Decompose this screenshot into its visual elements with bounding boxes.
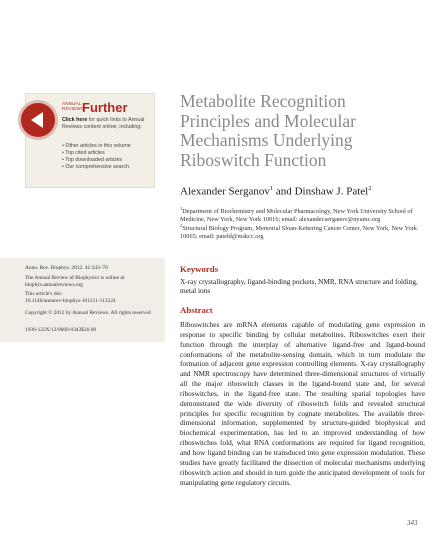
doi-label: This article's doi: (25, 291, 63, 297)
author-name: Dinshaw J. Patel (294, 185, 369, 198)
further-back-arrow-icon[interactable] (19, 101, 57, 139)
annual-reviews-label: ANNUAL REVIEWS (62, 101, 85, 111)
keywords-heading: Keywords (180, 264, 219, 274)
author-affiliation-mark: 2 (368, 185, 372, 192)
author-name: Alexander Serganov (180, 185, 270, 198)
journal-info-box (0, 258, 165, 342)
doi-link[interactable]: 10.1146/annurev-biophys-101211-113224 (25, 298, 116, 304)
further-description (62, 117, 148, 130)
author-conjunction: and (273, 185, 295, 198)
further-description-text: for quick links to Annual Reviews content online, including: (62, 117, 145, 130)
author-line (180, 185, 371, 198)
affiliation-text: Department of Biochemistry and Molecular Pharmacology, New York University School of Medicine, New York, New York 10016; email: alexander.serganov@nyumc.org (180, 208, 413, 224)
affiliation-text: Structural Biology Program, Memorial Sloan-Kettering Cancer Center, New York, New York 10065; email: pateld@mskcc.org (180, 225, 417, 241)
further-link-list (62, 143, 131, 171)
further-link-top-downloaded[interactable]: • Top downloaded articles (62, 157, 123, 163)
further-link-other-articles[interactable]: • Other articles in this volume (62, 143, 131, 149)
abstract-text: Riboswitches are mRNA elements capable of modulating gene expression in response to specific binding by cellular metabolites. Riboswitches exert their function through the interplay of alternative ligand-free and ligand-bound conformations of the metabolite-sensing domain, which in turn modulate the formation of adjacent gene expression controlling elements. X-ray crystallography and NMR spectroscopy have determined three-dimensional structures of virtually all the major riboswitch classes in the ligand-bound state and, for several riboswitches, in the ligand-free state. The resulting spatial topologies have demonstrated the wide diversity of riboswitch folds and revealed structural principles for specific recognition by cognate metabolites. The available three-dimensional information, supplemented by structure-guided biophysical and biochemical experimentation, has led to an improved understanding of how riboswitches fold, what RNA conformations are required for ligand recognition, and how ligand binding can be transduced into gene expression modulation. These studies have greatly facilitated the dissection of molecular mechanisms underlying riboswitch action and should in turn guide the anticipated development of tools for manipulating gene regulatory circuits. (180, 320, 425, 487)
page-number: 343 (407, 519, 418, 527)
affiliation-mark: 2 (180, 223, 183, 228)
copyright-notice: Copyright © 2012 by Annual Reviews. All rights reserved (25, 310, 151, 316)
keywords-text: X-ray crystallography, ligand-binding pockets, NMR, RNA structure and folding, metal ions (180, 277, 418, 296)
author-affiliation-mark: 1 (269, 185, 274, 192)
journal-citation: Annu. Rev. Biophys. 2012. 41:343–70 (25, 265, 108, 271)
affiliation-mark: 1 (180, 206, 183, 211)
further-title: Further (82, 100, 128, 115)
abstract-heading: Abstract (180, 305, 213, 315)
journal-online-note: The Annual Review of Biophysics is online at biophys.annualreviews.org (25, 275, 125, 288)
further-link-search[interactable]: • Our comprehensive search (62, 164, 129, 170)
further-link-top-cited[interactable]: • Top cited articles (62, 150, 105, 156)
click-here-link[interactable]: Click here (62, 117, 88, 123)
affiliation (180, 222, 425, 241)
article-title: Metabolite Recognition Principles and Molecular Mechanisms Underlying Riboswitch Function (180, 91, 356, 170)
issn: 1936-122X/12/0609-0343$20.00 (25, 327, 97, 333)
annual-reviews-further-box[interactable] (25, 93, 155, 188)
